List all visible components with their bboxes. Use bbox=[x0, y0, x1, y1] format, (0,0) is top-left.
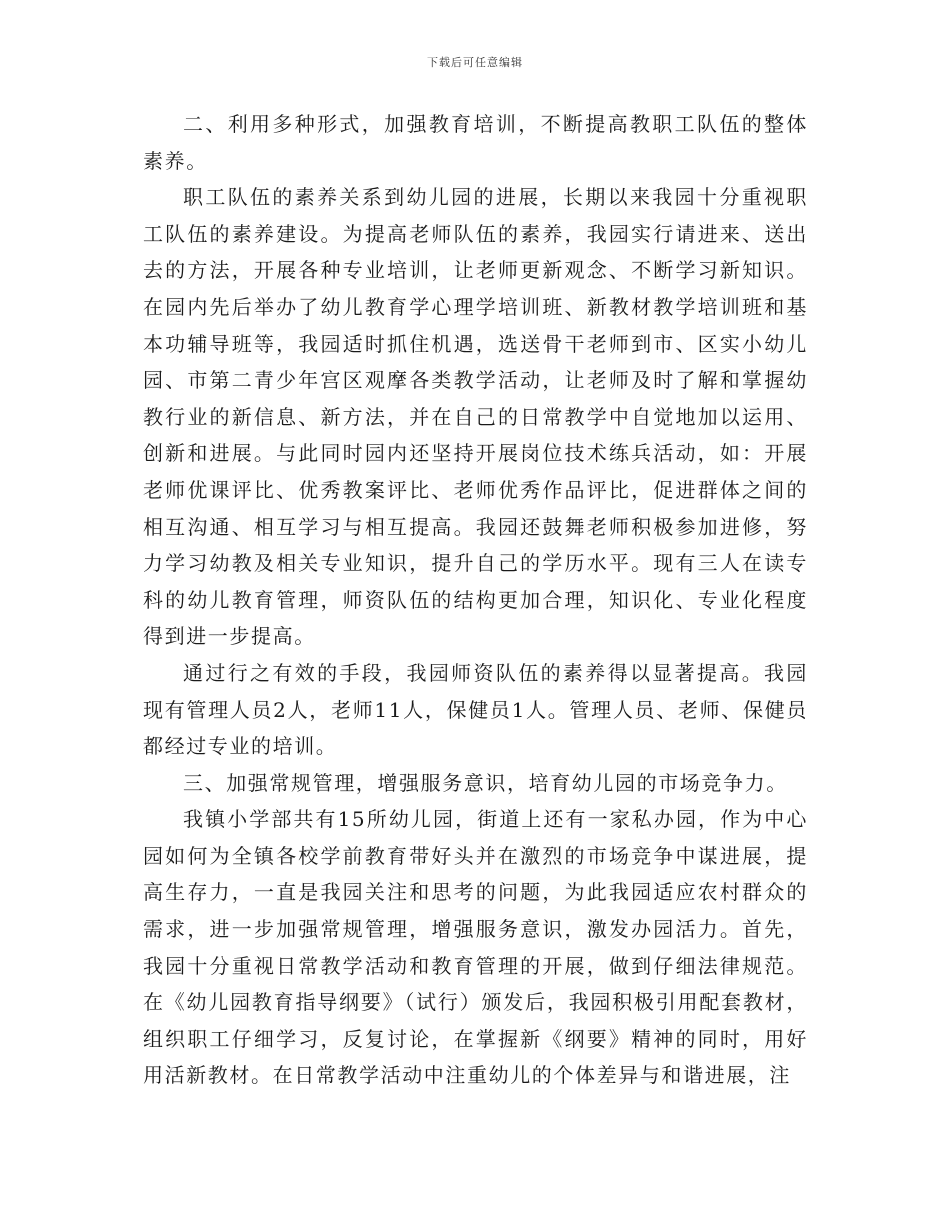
paragraph-staff-quality: 职工队伍的素养关系到幼儿园的进展，长期以来我园十分重视职工队伍的素养建设。为提高老师队伍的素养，我园实行请进来、送出去的方法，开展各种专业培训，让老师更新观念、不断学习新知识。在园内先后举办了幼儿教育学心理学培训班、新教材教学培训班和基本功辅导班等，我园适时抓住机遇，选送骨干老师到市、区实小幼儿园、市第二青少年宫区观摩各类教学活动，让老师及时了解和掌握幼教行业的新信息、新方法，并在自己的日常教学中自觉地加以运用、创新和进展。与此同时园内还坚持开展岗位技术练兵活动，如：开展老师优课评比、优秀教案评比、老师优秀作品评比，促进群体之间的相互沟通、相互学习与相互提高。我园还鼓舞老师积极参加进修，努力学习幼教及相关专业知识，提升自己的学历水平。现有三人在读专科的幼儿教育管理，师资队伍的结构更加合理，知识化、专业化程度得到进一步提高。 bbox=[143, 185, 808, 649]
document-body bbox=[143, 106, 808, 1094]
paragraph-staff-results: 通过行之有效的手段，我园师资队伍的素养得以显著提高。我园现有管理人员2人，老师11人，保健员1人。管理人员、老师、保健员都经过专业的培训。 bbox=[143, 660, 808, 759]
section-heading-two: 二、利用多种形式，加强教育培训，不断提高教职工队伍的整体素养。 bbox=[143, 112, 808, 173]
page-header-note: 下载后可任意编辑 bbox=[427, 56, 523, 69]
section-heading-three: 三、加强常规管理，增强服务意识，培育幼儿园的市场竞争力。 bbox=[183, 770, 788, 795]
paragraph-routine-management: 我镇小学部共有15所幼儿园，街道上还有一家私办园，作为中心园如何为全镇各校学前教育带好头并在激烈的市场竞争中谋进展，提高生存力，一直是我园关注和思考的问题，为此我园适应农村群众的需求，进一步加强常规管理，增强服务意识，激发办园活力。首先，我园十分重视日常教学活动和教育管理的开展，做到仔细法律规范。在《幼儿园教育指导纲要》（试行）颁发后，我园积极引用配套教材，组织职工仔细学习，反复讨论，在掌握新《纲要》精神的同时，用好用活新教材。在日常教学活动中注重幼儿的个体差异与和谐进展，注 bbox=[143, 807, 808, 1088]
